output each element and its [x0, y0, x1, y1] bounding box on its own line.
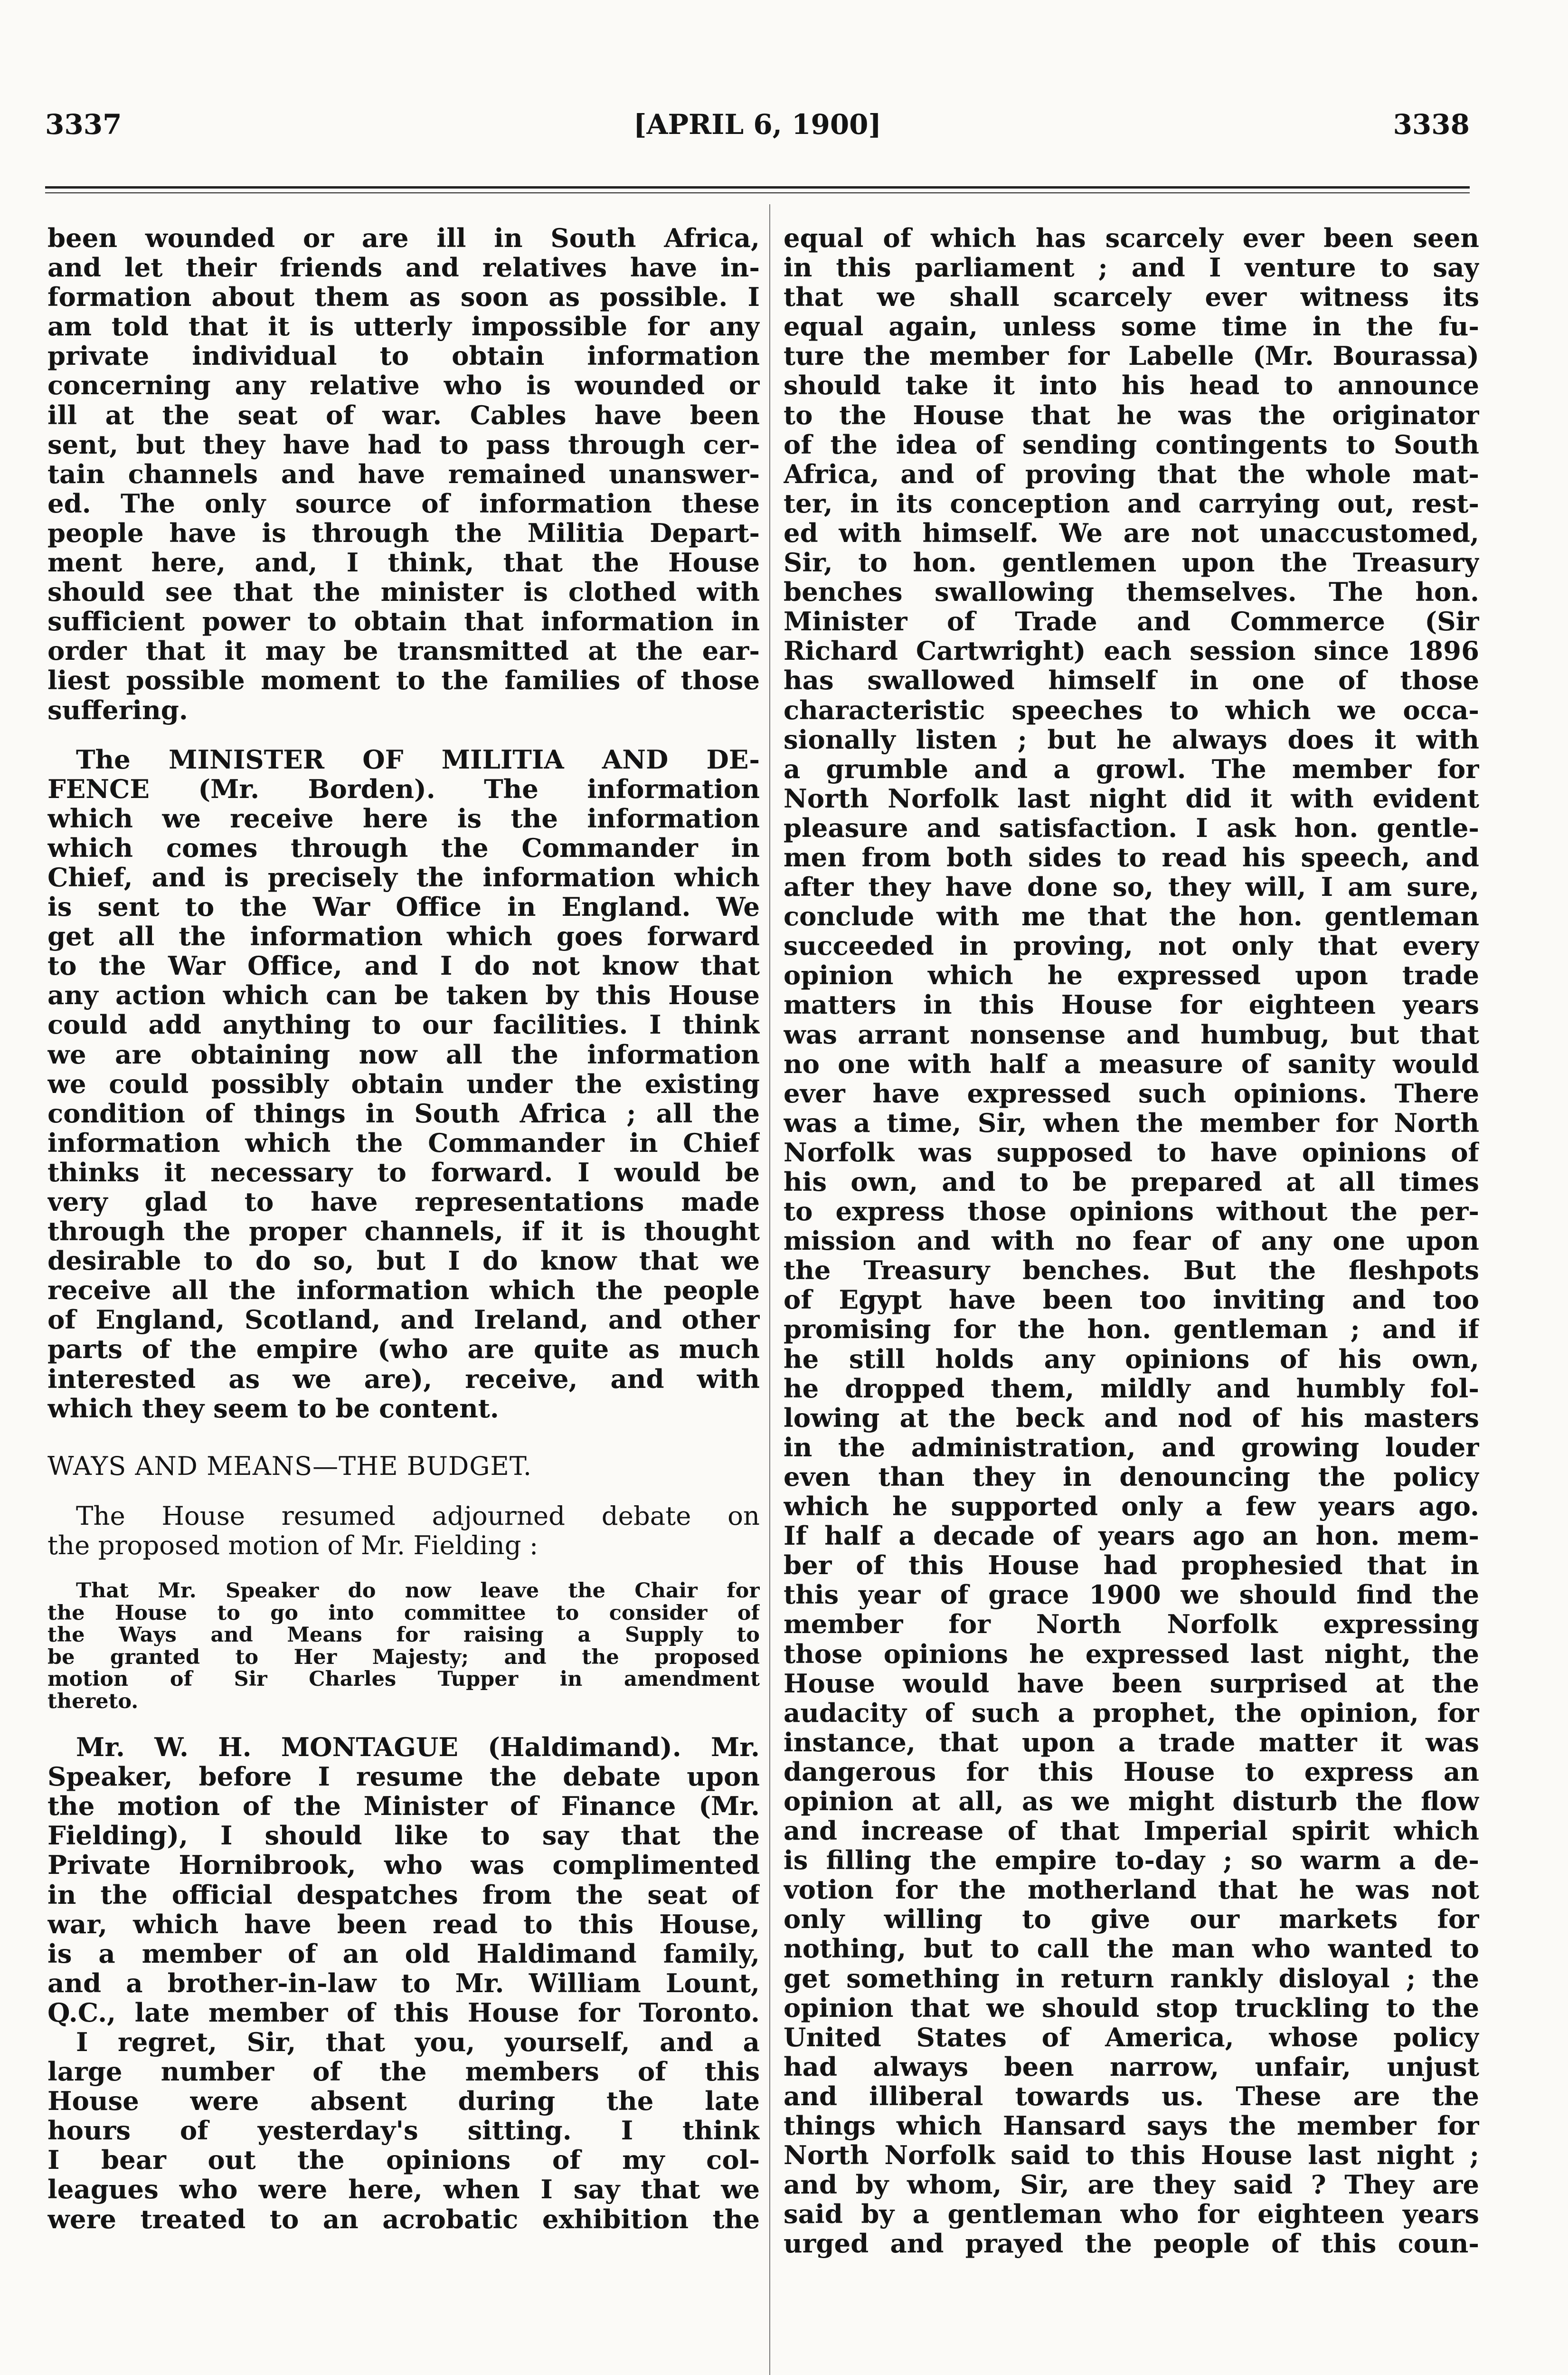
motion-line: be granted to Her Majesty; and the proposed: [47, 1646, 760, 1669]
paragraph-gap: [47, 1481, 760, 1501]
speech-line: mission and with no fear of any one upon: [784, 1226, 1479, 1256]
speech-line: to the House that he was the originator: [784, 400, 1479, 430]
speech-line: and increase of that Imperial spirit which: [784, 1816, 1479, 1846]
speech-line: in the official despatches from the seat of: [47, 1880, 760, 1910]
speech-line: thinks it necessary to forward. I would be: [47, 1157, 760, 1187]
right-column: [784, 223, 1479, 2375]
speech-line: which they seem to be content.: [47, 1393, 499, 1423]
speech-line: he still holds any opinions of his own,: [784, 1344, 1479, 1374]
speech-line: large number of the members of this: [47, 2057, 760, 2087]
speech-line: ber of this House had prophesied that in: [784, 1550, 1479, 1580]
speech-line: I regret, Sir, that you, yourself, and a: [76, 2027, 760, 2057]
speech-line: his own, and to be prepared at all times: [784, 1167, 1479, 1197]
speech-line: opinion at all, as we might disturb the flow: [784, 1786, 1479, 1816]
speech-line: receive all the information which the people: [47, 1275, 760, 1305]
speech-line: is filling the empire to-day ; so warm a de-: [784, 1845, 1479, 1875]
speech-line: characteristic speeches to which we occa-: [784, 695, 1479, 725]
speech-line: of Egypt have been too inviting and too: [784, 1285, 1479, 1315]
speech-line: interested as we are), receive, and with: [47, 1364, 760, 1394]
speech-line: House would have been surprised at the: [784, 1668, 1479, 1698]
speech-line: pleasure and satisfaction. I ask hon. gentle-: [784, 813, 1479, 843]
speech-line: succeeded in proving, not only that every: [784, 931, 1479, 961]
speech-line: ever have expressed such opinions. There: [784, 1078, 1479, 1108]
speech-line: men from both sides to read his speech, and: [784, 842, 1479, 873]
speech-line: and by whom, Sir, are they said ? They are: [784, 2170, 1479, 2200]
speech-line: audacity of such a prophet, the opinion, for: [784, 1698, 1479, 1728]
paragraph-line: sent, but they have had to pass through cer-: [47, 429, 760, 459]
speech-line: which comes through the Commander in: [47, 833, 760, 863]
speech-line: votion for the motherland that he was not: [784, 1875, 1479, 1905]
speech-line: in the administration, and growing louder: [784, 1432, 1479, 1462]
speech-line: is sent to the War Office in England. We: [47, 892, 760, 922]
speech-line: Africa, and of proving that the whole mat-: [784, 459, 1479, 489]
paragraph-line: ill at the seat of war. Cables have been: [47, 400, 760, 430]
speech-line: equal again, unless some time in the fu-: [784, 312, 1479, 342]
speech-line: ture the member for Labelle (Mr. Bourassa): [784, 341, 1479, 371]
speech-line: Q.C., late member of this House for Toronto.: [47, 1997, 760, 2027]
speech-line: and illiberal towards us. These are the: [784, 2081, 1479, 2111]
paragraph-line: and let their friends and relatives have in-: [47, 253, 760, 283]
motion-line: thereto.: [47, 1690, 139, 1713]
speech-line: sionally listen ; but he always does it with: [784, 724, 1479, 754]
speech-line: very glad to have representations made: [47, 1187, 760, 1217]
speech-line: Chief, and is precisely the information which: [47, 862, 760, 893]
speech-line: to the War Office, and I do not know that: [47, 951, 760, 981]
header-date: [APRIL 6, 1900]: [633, 108, 881, 141]
paragraph-line: concerning any relative who is wounded or: [47, 370, 760, 400]
speech-line: information which the Commander in Chief: [47, 1128, 760, 1158]
speech-line: lowing at the beck and nod of his masters: [784, 1403, 1479, 1433]
paragraph-gap: [47, 1423, 760, 1452]
left-column: [47, 223, 760, 2375]
speech-line: If half a decade of years ago an hon. mem-: [784, 1521, 1479, 1551]
paragraph-gap: [47, 1560, 760, 1580]
speech-line: Minister of Trade and Commerce (Sir: [784, 607, 1479, 636]
speech-line: this year of grace 1900 we should find the: [784, 1580, 1479, 1610]
speech-line: urged and prayed the people of this coun-: [784, 2229, 1479, 2259]
section-heading: WAYS AND MEANS—THE BUDGET.: [47, 1451, 532, 1481]
speech-line: which he supported only a few years ago.: [784, 1492, 1479, 1521]
paragraph-line: the proposed motion of Mr. Fielding :: [47, 1530, 538, 1560]
speech-line: Fielding), I should like to say that the: [47, 1821, 760, 1851]
speech-line: Richard Cartwright) each session since 1896: [784, 636, 1479, 666]
paragraph-gap: [47, 1712, 760, 1732]
speech-line: equal of which has scarcely ever been seen: [784, 223, 1479, 253]
speech-line: desirable to do so, but I do know that we: [47, 1246, 760, 1276]
page-header: [45, 108, 1470, 151]
speech-line: Private Hornibrook, who was complimented: [47, 1850, 760, 1880]
paragraph-line: ment here, and, I think, that the House: [47, 548, 760, 578]
speech-line: were treated to an acrobatic exhibition the: [47, 2204, 760, 2234]
speech-line: condition of things in South Africa ; all the: [47, 1098, 760, 1128]
speech-line: member for North Norfolk expressing: [784, 1609, 1479, 1639]
speech-line: the motion of the Minister of Finance (Mr.: [47, 1791, 760, 1821]
paragraph-line: private individual to obtain information: [47, 341, 760, 371]
speech-line: was arrant nonsense and humbug, but that: [784, 1019, 1479, 1049]
motion-line: That Mr. Speaker do now leave the Chair for: [76, 1580, 760, 1602]
speech-line: which we receive here is the information: [47, 803, 760, 833]
speech-line: Speaker, before I resume the debate upon: [47, 1762, 760, 1792]
paragraph-line: The House resumed adjourned debate on: [76, 1501, 760, 1530]
speech-line: in this parliament ; and I venture to say: [784, 253, 1479, 283]
speech-line: of the idea of sending contingents to South: [784, 429, 1479, 459]
speech-line: dangerous for this House to express an: [784, 1757, 1479, 1786]
speech-line: only willing to give our markets for: [784, 1904, 1479, 1934]
speech-line: Mr. W. H. MONTAGUE (Haldimand). Mr.: [76, 1732, 760, 1762]
paragraph-line: should see that the minister is clothed with: [47, 577, 760, 607]
speech-line: the Treasury benches. But the fleshpots: [784, 1255, 1479, 1285]
speech-line: opinion that we should stop truckling to the: [784, 1993, 1479, 2023]
header-rule-thick: [45, 186, 1470, 189]
speech-line: instance, that upon a trade matter it was: [784, 1727, 1479, 1757]
speech-line: and a brother-in-law to Mr. William Lount,: [47, 1968, 760, 1998]
motion-line: the House to go into committee to consider of: [47, 1602, 760, 1624]
paragraph-line: suffering.: [47, 695, 188, 725]
speech-line: The MINISTER OF MILITIA AND DE-: [76, 744, 760, 774]
speech-line: North Norfolk said to this House last night ;: [784, 2140, 1479, 2170]
paragraph-line: been wounded or are ill in South Africa,: [47, 223, 760, 253]
speech-line: benches swallowing themselves. The hon.: [784, 577, 1479, 607]
speech-line: conclude with me that the hon. gentleman: [784, 902, 1479, 931]
speech-line: those opinions he expressed last night, the: [784, 1639, 1479, 1669]
speech-line: leagues who were here, when I say that we: [47, 2175, 760, 2204]
paragraph-line: am told that it is utterly impossible for any: [47, 312, 760, 342]
speech-line: parts of the empire (who are quite as much: [47, 1334, 760, 1364]
speech-line: we are obtaining now all the information: [47, 1039, 760, 1069]
speech-line: said by a gentleman who for eighteen years: [784, 2199, 1479, 2229]
header-rule-thin: [45, 192, 1470, 193]
paragraph-line: people have is through the Militia Depart-: [47, 518, 760, 548]
speech-line: ed with himself. We are not unaccustomed,: [784, 518, 1479, 548]
speech-line: after they have done so, they will, I am sure,: [784, 872, 1479, 902]
speech-line: of England, Scotland, and Ireland, and other: [47, 1305, 760, 1335]
speech-line: we could possibly obtain under the existing: [47, 1069, 760, 1099]
speech-line: ter, in its conception and carrying out, rest-: [784, 488, 1479, 518]
speech-line: Sir, to hon. gentlemen upon the Treasury: [784, 548, 1479, 578]
speech-line: I bear out the opinions of my col-: [47, 2145, 760, 2175]
speech-line: promising for the hon. gentleman ; and if: [784, 1314, 1479, 1344]
speech-line: hours of yesterday's sitting. I think: [47, 2116, 760, 2146]
motion-line: motion of Sir Charles Tupper in amendment: [47, 1668, 760, 1691]
speech-line: United States of America, whose policy: [784, 2022, 1479, 2052]
page-number-left: 3337: [45, 108, 122, 141]
speech-line: matters in this House for eighteen years: [784, 990, 1479, 1020]
paragraph-line: formation about them as soon as possible. I: [47, 282, 760, 312]
speech-line: he dropped them, mildly and humbly fol-: [784, 1373, 1479, 1403]
speech-line: get all the information which goes forward: [47, 922, 760, 951]
speech-line: even than they in denouncing the policy: [784, 1462, 1479, 1492]
speech-line: has swallowed himself in one of those: [784, 665, 1479, 695]
speech-line: FENCE (Mr. Borden). The information: [47, 774, 760, 804]
paragraph-line: sufficient power to obtain that information in: [47, 607, 760, 636]
speech-line: through the proper channels, if it is thought: [47, 1216, 760, 1246]
speech-line: get something in return rankly disloyal ; the: [784, 1963, 1479, 1993]
paragraph-gap: [47, 725, 760, 745]
speech-line: no one with half a measure of sanity would: [784, 1049, 1479, 1079]
speech-line: North Norfolk last night did it with evident: [784, 783, 1479, 813]
paragraph-line: tain channels and have remained unanswer-: [47, 459, 760, 489]
speech-line: nothing, but to call the man who wanted to: [784, 1934, 1479, 1964]
paragraph-line: order that it may be transmitted at the ear-: [47, 636, 760, 666]
column-divider: [769, 204, 770, 2375]
speech-line: had always been narrow, unfair, unjust: [784, 2052, 1479, 2081]
speech-line: to express those opinions without the per-: [784, 1197, 1479, 1226]
speech-line: Norfolk was supposed to have opinions of: [784, 1137, 1479, 1167]
speech-line: that we shall scarcely ever witness its: [784, 282, 1479, 312]
speech-line: could add anything to our facilities. I think: [47, 1010, 760, 1040]
paragraph-line: liest possible moment to the families of those: [47, 665, 760, 695]
paragraph-line: ed. The only source of information these: [47, 488, 760, 518]
speech-line: is a member of an old Haldimand family,: [47, 1938, 760, 1968]
speech-line: any action which can be taken by this House: [47, 980, 760, 1010]
speech-line: a grumble and a growl. The member for: [784, 754, 1479, 784]
page-number-right: 3338: [1393, 108, 1470, 141]
motion-line: the Ways and Means for raising a Supply to: [47, 1624, 760, 1646]
speech-line: war, which have been read to this House,: [47, 1909, 760, 1939]
speech-line: opinion which he expressed upon trade: [784, 960, 1479, 990]
speech-line: should take it into his head to announce: [784, 370, 1479, 400]
speech-line: House were absent during the late: [47, 2086, 760, 2116]
speech-line: was a time, Sir, when the member for North: [784, 1108, 1479, 1138]
speech-line: things which Hansard says the member for: [784, 2111, 1479, 2141]
